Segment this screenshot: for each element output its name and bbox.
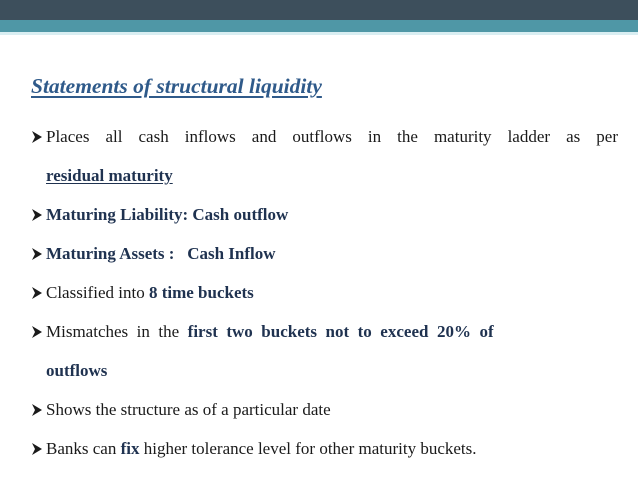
bullet-text: Classified into [46, 283, 149, 302]
bullet-item-structure-date [30, 390, 618, 429]
bullet-text: Banks can [46, 439, 121, 458]
bullet-emphasis: Maturing Assets : Cash Inflow [46, 244, 276, 263]
arrow-bullet-icon [30, 286, 44, 300]
header-bar-teal [0, 20, 638, 32]
bullet-text: Places all cash inflows and outflows in the maturity ladder as per [46, 127, 618, 146]
arrow-bullet-icon [30, 403, 44, 417]
bullet-item-maturing-liability [30, 195, 618, 234]
header-bar-light [0, 32, 638, 35]
bullet-text: Shows the structure as of a particular date [46, 400, 331, 419]
bullet-emphasis: first two buckets not to exceed 20% of [187, 322, 494, 341]
bullet-emphasis: residual maturity [46, 166, 173, 185]
bullet-text-suffix: higher tolerance level for other maturity buckets. [139, 439, 477, 458]
arrow-bullet-icon [30, 130, 44, 144]
bullet-item-maturing-assets [30, 234, 618, 273]
slide-title: Statements of structural liquidity [31, 74, 322, 98]
arrow-bullet-icon [30, 208, 44, 222]
bullet-list [30, 117, 618, 468]
bullet-item-tolerance [30, 429, 618, 468]
bullet-emphasis: Maturing Liability: Cash outflow [46, 205, 289, 224]
bullet-emphasis: 8 time buckets [148, 283, 254, 302]
bullet-emphasis: fix [120, 439, 140, 458]
bullet-emphasis-continued: outflows [46, 361, 108, 380]
arrow-bullet-icon [30, 442, 44, 456]
bullet-item-cash-flows [30, 117, 618, 195]
bullet-text: Mismatches in the [46, 322, 188, 341]
header-bar-dark [0, 0, 638, 20]
bullet-item-mismatches [30, 312, 618, 390]
arrow-bullet-icon [30, 247, 44, 261]
arrow-bullet-icon [30, 325, 44, 339]
bullet-item-time-buckets [30, 273, 618, 312]
